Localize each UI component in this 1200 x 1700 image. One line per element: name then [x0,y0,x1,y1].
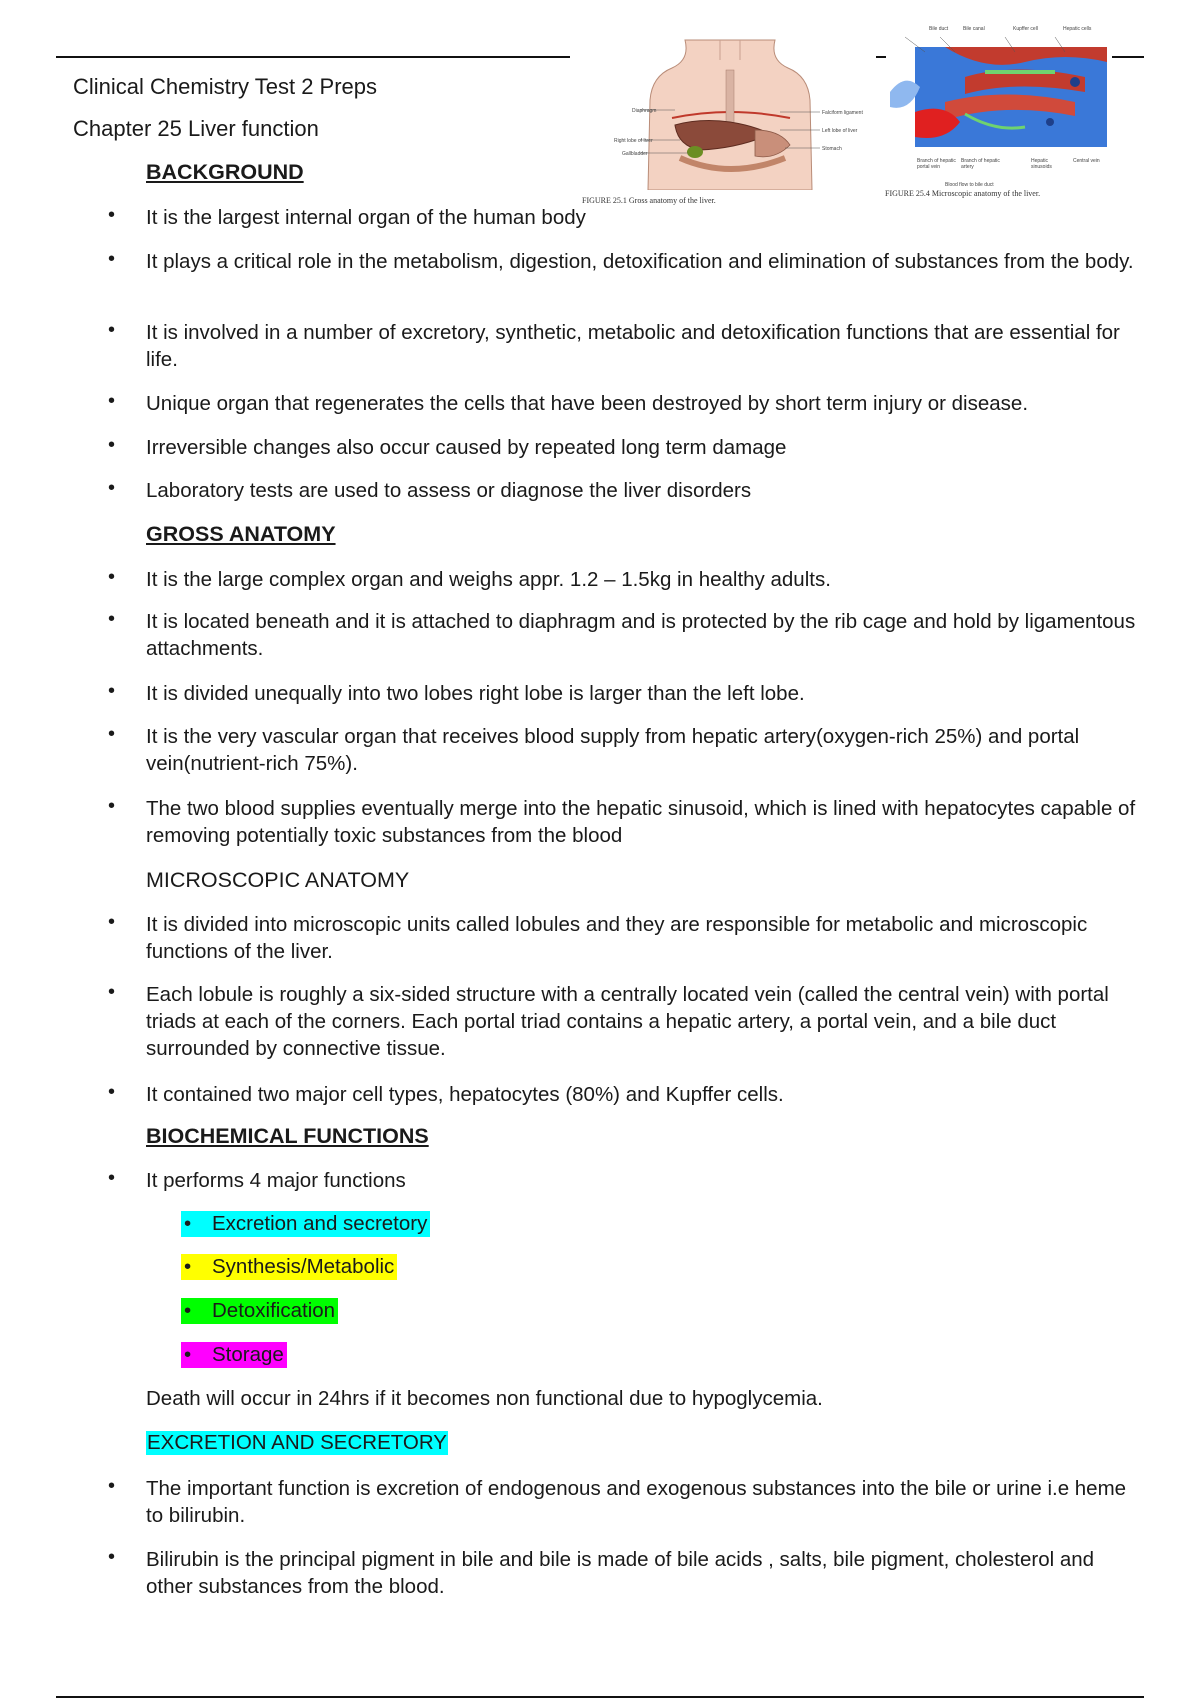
background-item-2: It plays a critical role in the metabolism, digestion, detoxification and elimination of substances from the body. [146,250,1134,273]
function-storage [181,1342,287,1368]
bullet-dot: • [108,1167,116,1189]
gross-anatomy-figure [580,30,880,205]
header-rule-left [56,56,570,58]
background-item-4: Unique organ that regenerates the cells that have been destroyed by short term injury or disease. [146,392,1029,415]
footer-rule [56,1696,1144,1698]
bullet-dot: • [108,319,116,341]
bullet-dot: • [108,981,116,1003]
bullet-dot: • [108,1081,116,1103]
bullet-dot: • [184,1299,192,1322]
doc-title: Clinical Chemistry Test 2 Preps [73,74,378,99]
gross-anatomy-item-4: It is the very vascular organ that receives blood supply from hepatic artery(oxygen-rich 25%) and portal vein(nutrient-rich 75%). [146,725,1080,775]
bullet-dot: • [108,477,116,499]
gross-anatomy-heading: GROSS ANATOMY [146,522,336,546]
hypoglycemia-note: Death will occur in 24hrs if it becomes non functional due to hypoglycemia. [146,1387,823,1410]
bullet-dot: • [108,248,116,270]
function-label: Detoxification [212,1299,336,1322]
microscopic-item-1: It is divided into microscopic units called lobules and they are responsible for metabolic and microscopic functions of the liver. [146,913,1088,963]
background-item-3: It is involved in a number of excretory, synthetic, metabolic and detoxification functions that are essential for life. [146,321,1120,371]
label-stomach: Stomach [822,146,842,152]
header-rule-right [1112,56,1144,58]
background-heading: BACKGROUND [146,160,304,184]
label-hepatic-artery-branch: Branch of hepatic artery [961,158,1000,170]
gross-anatomy-caption: FIGURE 25.1 Gross anatomy of the liver. [582,196,716,205]
function-excretion [181,1211,430,1237]
label-hepatic-cells: Hepatic cells [1063,26,1092,32]
label-right-lobe: Right lobe of liver [614,138,653,144]
label-kupffer-cell: Kupffer cell [1013,26,1038,32]
label-hepatic-sinusoids: Hepatic sinusoids [1031,158,1052,170]
function-synthesis [181,1254,397,1280]
label-gallbladder: Gallbladder [622,151,648,157]
bullet-dot: • [108,911,116,933]
background-item-5: Irreversible changes also occur caused by repeated long term damage [146,436,787,459]
lobule-illustration [885,32,1115,152]
biochemical-functions-heading: BIOCHEMICAL FUNCTIONS [146,1124,429,1148]
bullet-dot: • [108,1475,116,1497]
label-portal-vein-branch: Branch of hepatic portal vein [917,158,956,170]
label-bile-canal: Bile canal [963,26,985,32]
gross-anatomy-item-1: It is the large complex organ and weighs appr. 1.2 – 1.5kg in healthy adults. [146,568,831,591]
gross-anatomy-item-3: It is divided unequally into two lobes right lobe is larger than the left lobe. [146,682,805,705]
microscopic-anatomy-caption: FIGURE 25.4 Microscopic anatomy of the liver. [885,189,1041,198]
microscopic-item-3: It contained two major cell types, hepatocytes (80%) and Kupffer cells. [146,1083,784,1106]
background-item-1: It is the largest internal organ of the human body [146,206,586,229]
function-label: Synthesis/Metabolic [212,1255,395,1278]
microscopic-anatomy-figure [885,22,1115,202]
microscopic-anatomy-heading: MICROSCOPIC ANATOMY [146,868,410,892]
bullet-dot: • [108,795,116,817]
bullet-dot: • [108,723,116,745]
microscopic-item-2: Each lobule is roughly a six-sided structure with a centrally located vein (called the central vein) with portal triads at each of the corners. Each portal triad contains a hepatic artery, a portal vein, and a bile duct surrounded by connective tissue. [146,983,1109,1060]
bullet-dot: • [108,566,116,588]
biochemical-intro: It performs 4 major functions [146,1169,406,1192]
bullet-dot: • [184,1212,192,1235]
label-falciform: Falciform ligament [822,110,863,116]
bullet-dot: • [184,1255,192,1278]
label-central-vein: Central vein [1073,158,1100,164]
bullet-dot: • [108,608,116,630]
chapter-title: Chapter 25 Liver function [73,116,319,141]
label-blood-flow: Blood flow to bile duct [945,182,994,188]
bullet-dot: • [108,680,116,702]
label-left-lobe: Left lobe of liver [822,128,858,134]
excretion-heading: EXCRETION AND SECRETORY [147,1431,447,1454]
excretion-item-2: Bilirubin is the principal pigment in bile and bile is made of bile acids , salts, bile pigment, cholesterol and other substances from the blood. [146,1548,1095,1598]
gross-anatomy-item-2: It is located beneath and it is attached to diaphragm and is protected by the rib cage and hold by ligamentous attachments. [146,610,1136,660]
gross-anatomy-item-5: The two blood supplies eventually merge into the hepatic sinusoid, which is lined with hepatocytes capable of removing potentially toxic substances from the blood [146,797,1136,847]
label-bile-duct: Bile duct [929,26,949,32]
bullet-dot: • [108,1546,116,1568]
label-diaphragm: Diaphragm [632,108,657,114]
bullet-dot: • [108,434,116,456]
bullet-dot: • [184,1343,192,1366]
background-item-6: Laboratory tests are used to assess or diagnose the liver disorders [146,479,752,502]
function-label: Excretion and secretory [212,1212,428,1235]
function-label: Storage [212,1343,284,1366]
function-detoxification [181,1298,338,1324]
bullet-dot: • [108,204,116,226]
excretion-item-1: The important function is excretion of endogenous and exogenous substances into the bile or urine i.e heme to bilirubin. [146,1477,1127,1527]
bullet-dot: • [108,390,116,412]
